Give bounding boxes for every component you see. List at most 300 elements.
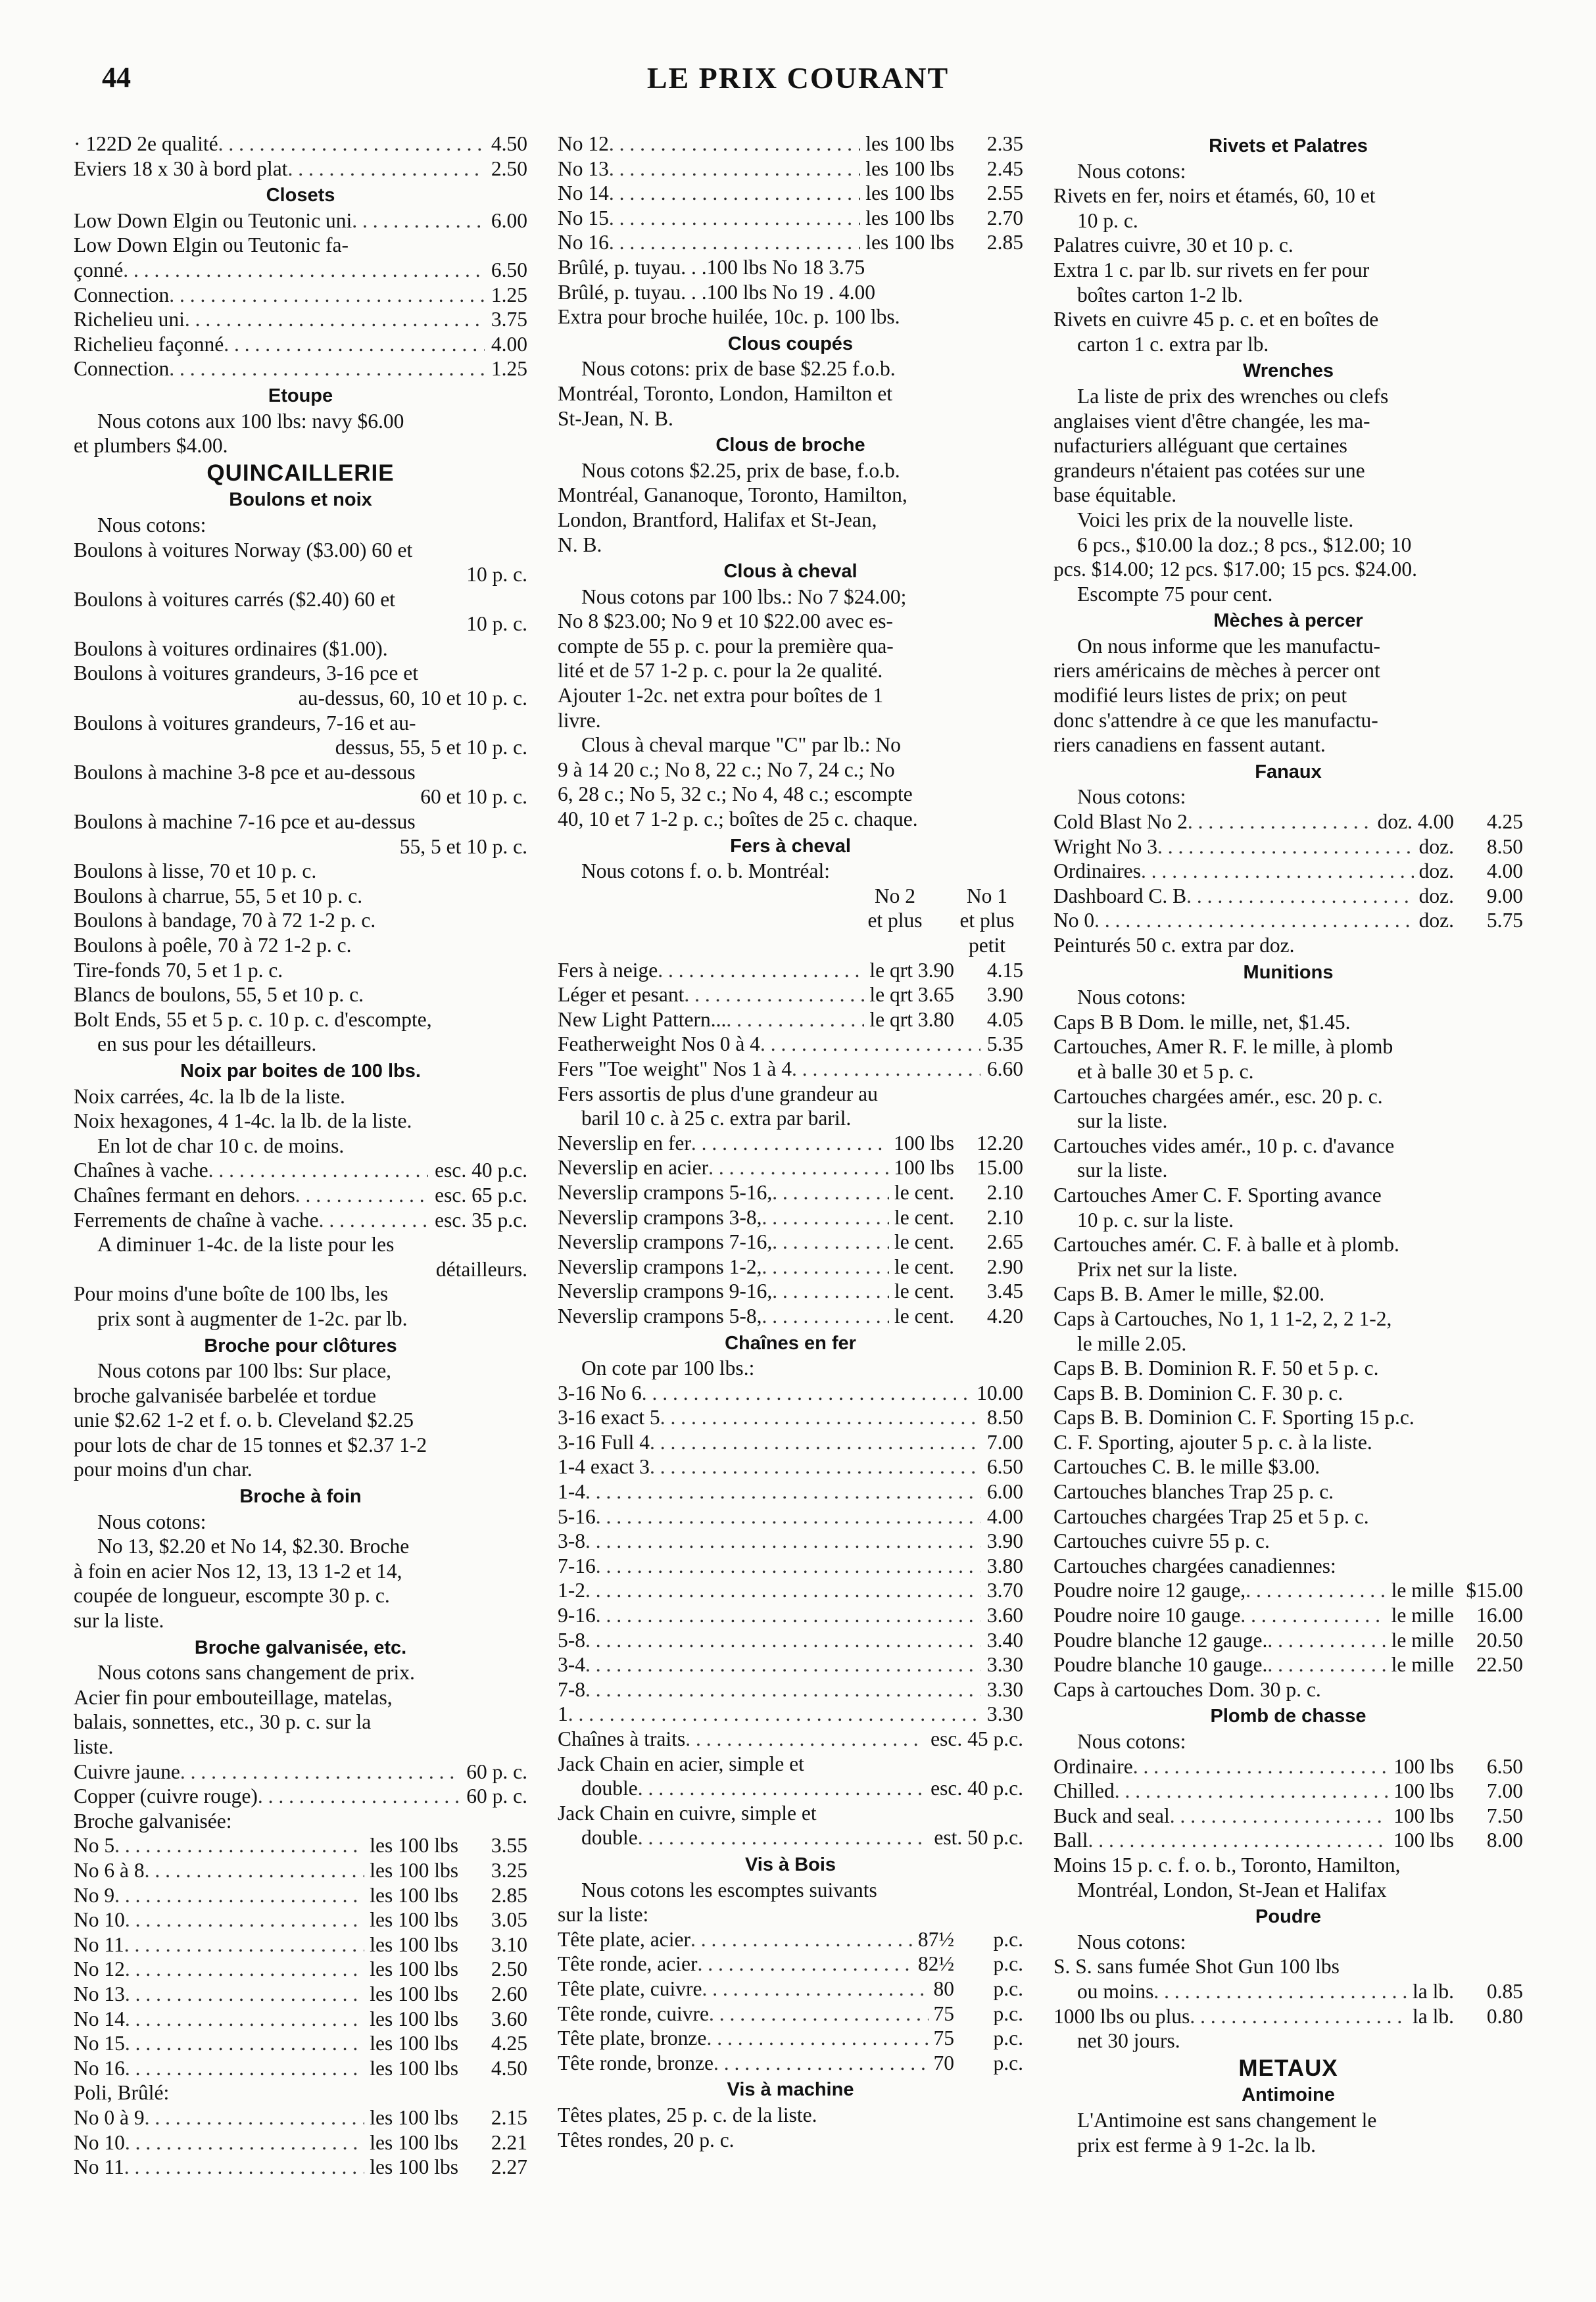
leader-dots xyxy=(568,1702,980,1727)
price-row xyxy=(74,283,527,308)
item-label: Neverslip crampons 7-16, xyxy=(558,1230,773,1254)
leader-dots xyxy=(650,1430,980,1455)
item-label: Low Down Elgin ou Teutonic uni xyxy=(74,208,352,232)
text-line: Caps à Cartouches, No 1, 1 1-2, 2, 2 1-2, xyxy=(1053,1307,1392,1330)
item-price: 4.15 xyxy=(986,958,1023,982)
item-price: p.c. xyxy=(993,2026,1023,2050)
text-line: Nous cotons: prix de base $2.25 f.o.b. xyxy=(581,357,896,381)
price-row xyxy=(74,1957,527,1982)
leader-dots xyxy=(658,958,864,983)
column-header-row xyxy=(558,933,1023,958)
section-heading: Munitions xyxy=(1243,961,1334,983)
text-line: Clous à cheval marque "C" par lb.: No xyxy=(581,733,901,757)
column-header: No 1 xyxy=(966,884,1008,907)
price-row xyxy=(74,356,527,381)
price-row xyxy=(1053,859,1523,884)
item-price: 0.85 xyxy=(1486,1979,1523,2003)
item-label: No 14 xyxy=(74,2007,125,2030)
item-unit: les 100 lbs xyxy=(370,1908,458,1932)
item-price: 3.60 xyxy=(491,2007,527,2030)
leader-dots xyxy=(1094,908,1414,933)
item-label: Eviers 18 x 30 à bord plat xyxy=(74,156,288,180)
item-price: 4.00 xyxy=(1486,859,1523,883)
text-line: Caps B B Dom. le mille, net, $1.45. xyxy=(1053,1010,1351,1034)
price-row xyxy=(558,1702,1023,1727)
leader-dots xyxy=(1153,1979,1407,2004)
column-2 xyxy=(558,132,1023,2152)
text-line: Broche galvanisée: xyxy=(74,1809,232,1833)
text-line: 55, 5 et 10 p. c. xyxy=(399,834,527,858)
item-label: Poudre blanche 12 gauge. xyxy=(1053,1628,1268,1652)
price-row xyxy=(558,1504,1023,1529)
leader-dots xyxy=(708,1155,888,1180)
leader-dots xyxy=(114,1833,364,1858)
price-row xyxy=(74,1883,527,1908)
text-line: Noix carrées, 4c. la lb de la liste. xyxy=(74,1084,345,1108)
item-price: 4.00 xyxy=(491,332,527,356)
text-line: Acier fin pour embouteillage, matelas, xyxy=(74,1685,393,1709)
item-price: 2.10 xyxy=(986,1180,1023,1204)
item-label: No 11 xyxy=(74,2155,124,2179)
text-line: Jack Chain en cuivre, simple et xyxy=(558,1801,817,1825)
text-line: No 8 $23.00; No 9 et 10 $22.00 avec es- xyxy=(558,610,894,633)
leader-dots xyxy=(609,206,860,231)
item-price: 5.75 xyxy=(1486,909,1523,932)
leader-dots xyxy=(596,1554,980,1579)
leader-dots xyxy=(772,1230,889,1255)
item-price: 4.20 xyxy=(986,1304,1023,1328)
text-line: livre. xyxy=(558,708,601,732)
text-line: Ajouter 1-2c. net extra pour boîtes de 1 xyxy=(558,684,884,707)
item-price: 3.45 xyxy=(986,1280,1023,1303)
item-label: Léger et pesant xyxy=(558,983,685,1007)
item-unit: le qrt 3.80 xyxy=(869,1007,954,1031)
price-row xyxy=(558,1776,1023,1801)
price-row xyxy=(1053,908,1523,933)
item-label: double xyxy=(581,1826,638,1850)
leader-dots xyxy=(180,1760,460,1785)
text-line: Cartouches, Amer R. F. le mille, à plomb xyxy=(1053,1035,1393,1059)
column-header: et plus xyxy=(867,909,923,932)
price-row xyxy=(558,1255,1023,1280)
text-line: Nous cotons par 100 lbs.: No 7 $24.00; xyxy=(581,585,907,608)
price-row xyxy=(74,1907,527,1932)
text-line: Nous cotons sans changement de prix. xyxy=(97,1661,415,1685)
item-unit: le mille xyxy=(1391,1653,1454,1677)
text-line: Nous cotons $2.25, prix de base, f.o.b. xyxy=(581,458,900,482)
text-line: Cartouches chargées amér., esc. 20 p. c. xyxy=(1053,1084,1383,1108)
price-row xyxy=(74,1858,527,1883)
text-line: Nous cotons: xyxy=(1077,159,1186,183)
text-line: prix sont à augmenter de 1-2c. par lb. xyxy=(97,1307,408,1330)
text-line: 6 pcs., $10.00 la doz.; 8 pcs., $12.00; 10 xyxy=(1077,533,1412,556)
leader-dots xyxy=(772,1279,889,1304)
price-row xyxy=(1053,809,1523,834)
text-line: et à balle 30 et 5 p. c. xyxy=(1077,1059,1254,1083)
leader-dots xyxy=(1267,1652,1386,1677)
item-label: 3-16 exact 5 xyxy=(558,1406,660,1429)
text-line: Cartouches C. B. le mille $3.00. xyxy=(1053,1455,1320,1479)
item-label: Tête plate, bronze xyxy=(558,2026,707,2050)
item-unit: les 100 lbs xyxy=(370,1834,458,1858)
text-line: Caps B. B. Amer le mille, $2.00. xyxy=(1053,1282,1325,1306)
item-price: 3.60 xyxy=(986,1604,1023,1627)
item-price: 6.50 xyxy=(1486,1754,1523,1778)
item-label: Connection xyxy=(74,283,170,306)
text-line: riers américains de mèches à percer ont xyxy=(1053,659,1380,683)
price-row xyxy=(558,1677,1023,1702)
leader-dots xyxy=(609,181,860,206)
item-price: 3.05 xyxy=(491,1908,527,1932)
section-heading: Vis à Bois xyxy=(744,1854,836,1875)
item-unit: 100 lbs xyxy=(1393,1829,1454,1852)
price-row xyxy=(558,1825,1023,1850)
item-label: 3-8 xyxy=(558,1529,585,1553)
leader-dots xyxy=(585,1529,980,1554)
column-3 xyxy=(1053,132,1523,2157)
price-row xyxy=(558,1652,1023,1677)
item-label: Richelieu uni xyxy=(74,308,185,331)
text-line: grandeurs n'étaient pas cotées sur une xyxy=(1053,458,1365,482)
leader-dots xyxy=(287,156,484,181)
item-label: No 5 xyxy=(74,1834,115,1858)
item-price: 3.75 xyxy=(491,308,527,331)
item-unit: le cent. xyxy=(894,1304,954,1328)
item-label: No 0 à 9 xyxy=(74,2105,145,2129)
text-line: baril 10 c. à 25 c. extra par baril. xyxy=(581,1107,852,1130)
price-row xyxy=(558,1180,1023,1205)
item-price: 2.10 xyxy=(986,1205,1023,1229)
text-line: Peinturés 50 c. extra par doz. xyxy=(1053,934,1295,957)
item-price: 2.85 xyxy=(491,1883,527,1907)
item-price: esc. 40 p.c. xyxy=(931,1777,1023,1800)
item-label: Ferrements de chaîne à vache xyxy=(74,1208,319,1232)
item-price: 3.70 xyxy=(986,1579,1023,1602)
leader-dots xyxy=(145,2105,365,2130)
leader-dots xyxy=(319,1208,429,1233)
leader-dots xyxy=(125,2056,364,2081)
leader-dots xyxy=(596,1504,980,1529)
text-line: Boulons à charrue, 55, 5 et 10 p. c. xyxy=(74,884,363,907)
item-label: Poudre noire 12 gauge, xyxy=(1053,1579,1246,1602)
price-row xyxy=(1053,1603,1523,1628)
leader-dots xyxy=(1141,859,1414,884)
text-line: Fers assortis de plus d'une grandeur au xyxy=(558,1082,878,1105)
item-price: esc. 45 p.c. xyxy=(931,1727,1023,1750)
price-row xyxy=(1053,1754,1523,1779)
text-line: Montréal, Gananoque, Toronto, Hamilton, xyxy=(558,483,907,507)
leader-dots xyxy=(792,1057,980,1082)
price-row xyxy=(558,1430,1023,1455)
item-label: çonné xyxy=(74,258,124,281)
section-heading: Poudre xyxy=(1255,1906,1321,1928)
item-price: 15.00 xyxy=(977,1156,1023,1180)
item-label: 7-8 xyxy=(558,1677,585,1701)
leader-dots xyxy=(1188,809,1372,834)
item-price: 16.00 xyxy=(1476,1604,1523,1627)
price-row xyxy=(558,2002,1023,2026)
section-heading: Vis à machine xyxy=(727,2079,854,2101)
text-line: riers canadiens en fassent autant. xyxy=(1053,733,1326,757)
price-row xyxy=(558,1529,1023,1554)
text-line: Extra 1 c. par lb. sur rivets en fer pour xyxy=(1053,258,1370,281)
item-price: 3.30 xyxy=(986,1653,1023,1677)
item-label: No 12 xyxy=(558,132,609,155)
item-label: Copper (cuivre rouge) xyxy=(74,1785,258,1808)
item-label: Featherweight Nos 0 à 4 xyxy=(558,1032,760,1056)
item-unit: les 100 lbs xyxy=(370,2056,458,2080)
item-label: Cold Blast No 2 xyxy=(1053,810,1188,834)
item-price: 60 p. c. xyxy=(466,1760,527,1783)
item-price: 2.60 xyxy=(491,1982,527,2005)
item-unit: le cent. xyxy=(894,1255,954,1278)
price-row xyxy=(74,2007,527,2032)
item-price: 6.60 xyxy=(986,1057,1023,1080)
item-price: est. 50 p.c. xyxy=(934,1826,1023,1850)
item-label: No 0 xyxy=(1053,909,1095,932)
section-heading: Broche galvanisée, etc. xyxy=(194,1637,407,1658)
item-price: 3.55 xyxy=(491,1834,527,1858)
item-label: Ordinaire xyxy=(1053,1754,1133,1778)
price-row xyxy=(1053,884,1523,909)
item-unit: les 100 lbs xyxy=(370,1858,458,1882)
item-unit: les 100 lbs xyxy=(370,2032,458,2055)
item-label: Dashboard C. B xyxy=(1053,884,1187,907)
item-label: Tête ronde, cuivre xyxy=(558,2002,710,2025)
leader-dots xyxy=(585,1677,980,1702)
item-unit: 100 lbs xyxy=(1393,1804,1454,1827)
leader-dots xyxy=(258,1784,460,1809)
leader-dots xyxy=(125,2130,364,2155)
item-unit: 100 lbs xyxy=(894,1156,954,1180)
section-heading: METAUX xyxy=(1238,2055,1338,2081)
price-row xyxy=(558,2051,1023,2076)
text-line: Cartouches cuivre 55 p. c. xyxy=(1053,1529,1270,1553)
item-price: 12.20 xyxy=(977,1131,1023,1155)
item-label: Cuivre jaune xyxy=(74,1760,180,1783)
price-row xyxy=(558,156,1023,181)
leader-dots xyxy=(690,1927,913,1952)
text-line: Nous cotons: xyxy=(97,1510,206,1533)
price-row xyxy=(74,2155,527,2180)
text-line: 9 à 14 20 c.; No 8, 22 c.; No 7, 24 c.; No xyxy=(558,757,895,781)
leader-dots xyxy=(169,356,485,381)
text-line: L'Antimoine est sans changement le xyxy=(1077,2108,1377,2132)
item-label: No 16 xyxy=(558,231,609,254)
item-unit: les 100 lbs xyxy=(865,156,954,180)
section-heading: Broche à foin xyxy=(239,1486,362,1508)
price-row xyxy=(74,1784,527,1809)
leader-dots xyxy=(208,1158,429,1183)
leader-dots xyxy=(596,1603,980,1628)
leader-dots xyxy=(145,1858,365,1883)
leader-dots xyxy=(114,1883,364,1908)
price-row xyxy=(74,332,527,357)
text-line: On cote par 100 lbs.: xyxy=(581,1356,755,1380)
text-line: Boulons à bandage, 70 à 72 1-2 p. c. xyxy=(74,909,376,932)
item-price: 6.00 xyxy=(491,208,527,232)
item-price: 2.50 xyxy=(491,156,527,180)
text-line: Noix hexagones, 4 1-4c. la lb. de la liste. xyxy=(74,1109,412,1133)
item-price: p.c. xyxy=(993,1927,1023,1951)
item-price: 1.25 xyxy=(491,283,527,306)
price-row xyxy=(558,1131,1023,1156)
item-label: Neverslip crampons 3-8, xyxy=(558,1205,762,1229)
text-line: N. B. xyxy=(558,533,602,556)
leader-dots xyxy=(123,258,485,283)
item-label: No 16 xyxy=(74,2056,125,2080)
item-unit: le cent. xyxy=(894,1230,954,1254)
section-heading: QUINCAILLERIE xyxy=(206,460,395,486)
text-line: 40, 10 et 7 1-2 p. c.; boîtes de 25 c. chaque. xyxy=(558,807,918,831)
column-header-row xyxy=(558,908,1023,933)
leader-dots xyxy=(125,1907,364,1932)
price-row xyxy=(74,2105,527,2130)
column-header-row xyxy=(558,884,1023,909)
column-header: petit xyxy=(969,934,1005,957)
item-label: Richelieu façonné xyxy=(74,332,224,356)
item-label: Wright No 3 xyxy=(1053,834,1157,858)
text-line: Montréal, London, St-Jean et Halifax xyxy=(1077,1878,1387,1902)
item-label: No 13 xyxy=(558,156,609,180)
leader-dots xyxy=(685,1727,924,1752)
item-label: 5-16 xyxy=(558,1504,596,1528)
item-label: Poudre blanche 10 gauge. xyxy=(1053,1653,1268,1677)
price-row xyxy=(558,1405,1023,1430)
item-price: 4.25 xyxy=(1486,810,1523,834)
section-heading: Boulons et noix xyxy=(229,489,372,511)
leader-dots xyxy=(762,1255,890,1280)
text-line: à foin en acier Nos 12, 13, 13 1-2 et 14, xyxy=(74,1559,402,1583)
section-heading: Broche pour clôtures xyxy=(204,1335,397,1356)
item-price: 6.00 xyxy=(986,1480,1023,1504)
item-unit: doz. xyxy=(1418,909,1454,932)
text-line: coupée de longueur, escompte 30 p. c. xyxy=(74,1584,390,1608)
text-line: No 13, $2.20 et No 14, $2.30. Broche xyxy=(97,1535,410,1558)
item-unit: doz. xyxy=(1418,884,1454,907)
section-heading: Fers à cheval xyxy=(730,835,851,857)
item-label: Fers à neige xyxy=(558,958,658,982)
item-price: esc. 35 p.c. xyxy=(435,1208,527,1232)
item-unit: les 100 lbs xyxy=(370,1932,458,1956)
item-price: 2.65 xyxy=(986,1230,1023,1254)
leader-dots xyxy=(702,1977,929,2002)
leader-dots xyxy=(609,132,860,156)
column-header: et plus xyxy=(959,909,1015,932)
item-label: 1-2 xyxy=(558,1579,585,1602)
section-heading: Clous de broche xyxy=(715,435,865,456)
item-unit: le cent. xyxy=(894,1205,954,1229)
item-unit: les 100 lbs xyxy=(370,1883,458,1907)
price-row xyxy=(558,958,1023,983)
price-row xyxy=(74,258,527,283)
item-price: 1.25 xyxy=(491,357,527,381)
price-row xyxy=(558,1155,1023,1180)
item-price: 2.50 xyxy=(491,1957,527,1981)
item-label: No 13 xyxy=(74,1982,125,2005)
section-heading: Fanaux xyxy=(1255,761,1322,782)
item-label: 1-4 exact 3 xyxy=(558,1455,650,1479)
item-price: 20.50 xyxy=(1476,1628,1523,1652)
text-line: broche galvanisée barbelée et tordue xyxy=(74,1383,377,1407)
text-line: Cartouches Amer C. F. Sporting avance xyxy=(1053,1183,1382,1207)
item-price: p.c. xyxy=(993,1952,1023,1976)
item-unit: les 100 lbs xyxy=(370,2155,458,2179)
item-label: 3-4 xyxy=(558,1653,585,1677)
leader-dots xyxy=(585,1479,980,1504)
item-unit: 87½ xyxy=(917,1927,954,1951)
text-line: Jack Chain en acier, simple et xyxy=(558,1752,804,1775)
text-line: liste. xyxy=(74,1735,114,1758)
text-line: Montréal, Toronto, London, Hamilton et xyxy=(558,381,893,405)
item-price: 7.00 xyxy=(986,1430,1023,1454)
item-price: 2.55 xyxy=(986,181,1023,205)
price-row xyxy=(558,1479,1023,1504)
item-label: 1-4 xyxy=(558,1480,585,1504)
text-line: En lot de char 10 c. de moins. xyxy=(97,1134,345,1157)
text-line: le mille 2.05. xyxy=(1077,1331,1187,1355)
item-label: No 10 xyxy=(74,1908,125,1932)
item-unit: le qrt 3.90 xyxy=(869,958,954,982)
item-unit: le mille xyxy=(1391,1628,1454,1652)
price-row xyxy=(74,1183,527,1208)
item-unit: les 100 lbs xyxy=(370,2007,458,2030)
price-row xyxy=(74,2056,527,2081)
item-price: 8.50 xyxy=(1486,834,1523,858)
item-price: 7.00 xyxy=(1486,1779,1523,1803)
item-price: 22.50 xyxy=(1476,1653,1523,1677)
section-heading: Antimoine xyxy=(1242,2084,1335,2106)
text-line: Têtes plates, 25 p. c. de la liste. xyxy=(558,2103,817,2126)
leader-dots xyxy=(125,2007,364,2032)
price-row xyxy=(558,181,1023,206)
leader-dots xyxy=(218,132,485,156)
text-line: Nous cotons les escomptes suivants xyxy=(581,1878,877,1902)
leader-dots xyxy=(124,2155,365,2180)
leader-dots xyxy=(1245,1578,1386,1603)
leader-dots xyxy=(638,1776,924,1801)
item-price: 3.90 xyxy=(986,983,1023,1007)
item-unit: 80 xyxy=(933,1977,954,2000)
item-unit: le cent. xyxy=(894,1280,954,1303)
item-unit: doz. 4.00 xyxy=(1377,810,1454,834)
price-row xyxy=(558,1032,1023,1057)
item-price: 6.50 xyxy=(491,258,527,281)
price-row xyxy=(558,1628,1023,1653)
text-line: pcs. $14.00; 12 pcs. $17.00; 15 pcs. $24.00. xyxy=(1053,558,1417,581)
item-unit: les 100 lbs xyxy=(370,1957,458,1981)
price-row xyxy=(558,1381,1023,1406)
price-row xyxy=(558,1554,1023,1579)
page-number: 44 xyxy=(102,61,131,93)
price-row xyxy=(1053,1578,1523,1603)
section-heading: Clous à cheval xyxy=(723,561,858,583)
text-line: Boulons à machine 3-8 pce et au-dessous xyxy=(74,760,416,784)
text-line: Tire-fonds 70, 5 et 1 p. c. xyxy=(74,958,283,982)
text-line: base équitable. xyxy=(1053,483,1177,507)
item-label: Neverslip crampons 1-2, xyxy=(558,1255,762,1278)
item-price: 3.25 xyxy=(491,1858,527,1882)
item-label: Tête ronde, acier xyxy=(558,1952,698,1976)
item-label: Ball xyxy=(1053,1829,1088,1852)
text-line: Boulons à machine 7-16 pce et au-dessus xyxy=(74,810,416,834)
price-row xyxy=(1053,1652,1523,1677)
item-label: No 11 xyxy=(74,1932,124,1956)
item-price: 4.25 xyxy=(491,2032,527,2055)
text-line: Prix net sur la liste. xyxy=(1077,1257,1238,1281)
item-price: 3.40 xyxy=(986,1628,1023,1652)
item-unit: 100 lbs xyxy=(1393,1779,1454,1803)
